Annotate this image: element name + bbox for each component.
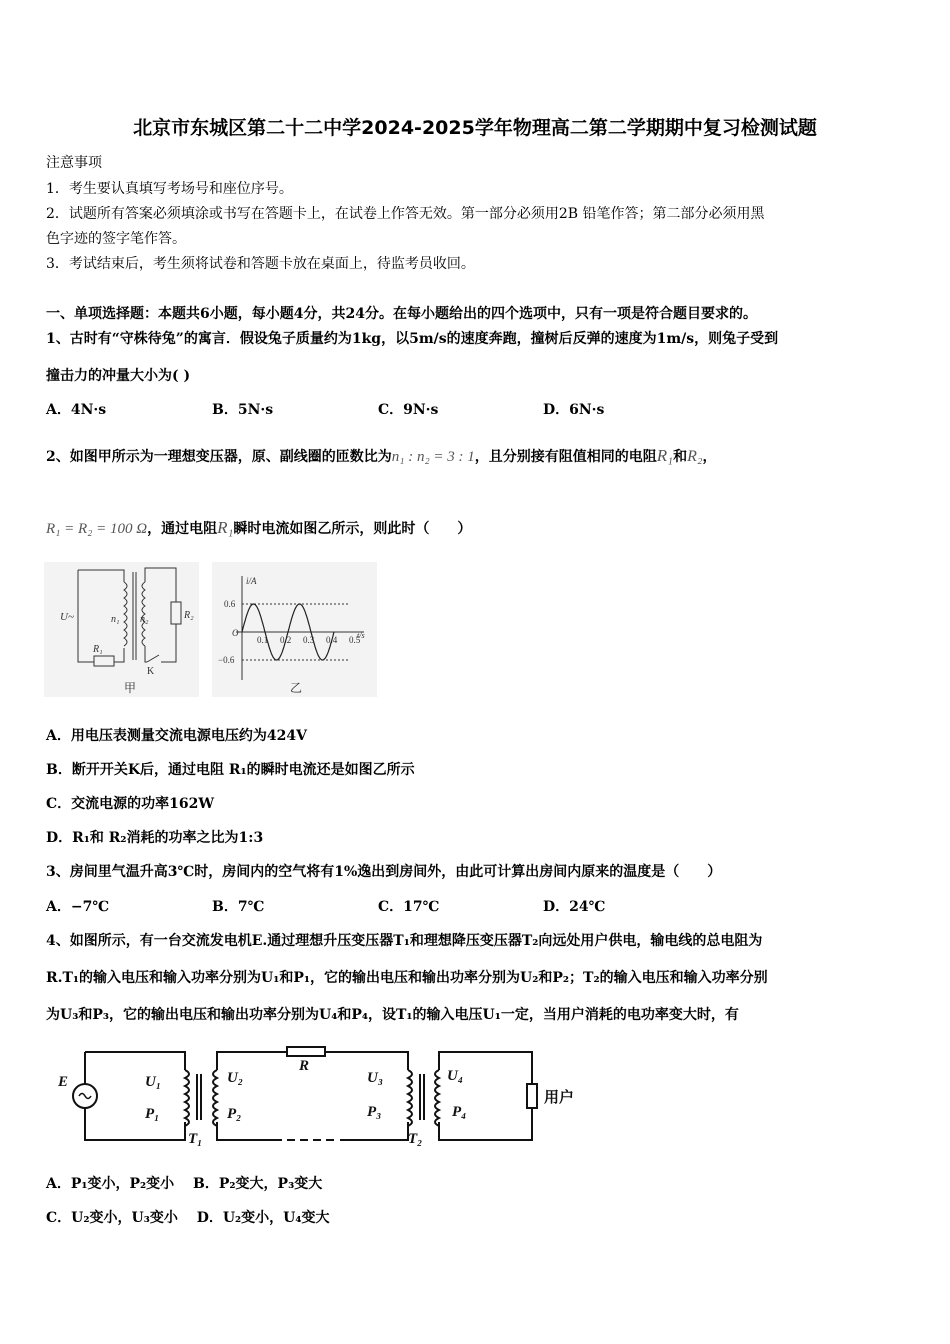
q4-fig-p3: P₃ [367,1104,382,1120]
figure-jia-circuit [44,562,199,697]
q1-option-c: C．9N·s [378,402,439,418]
q4-fig-t1: T₁ [188,1131,203,1147]
q2-stem-line2 [46,518,471,538]
yi-xtick-5: 0.5 [349,635,361,645]
yi-xtick-2: 0.2 [280,635,292,645]
q4-fig-e: E [58,1074,69,1090]
q2-stem-line1 [46,446,716,466]
yi-ylabel: i/A [246,576,257,586]
q4-options-cd: C．U₂变小，U₃变小 D．U₂变小，U₄变大 [46,1210,330,1226]
q4-fig-p1: P₁ [145,1106,160,1122]
notice-heading: 注意事项 [46,155,102,171]
figure-yi-caption: 乙 [290,681,303,695]
yi-ytick-neg: −0.6 [218,655,235,665]
q4-options-ab: A．P₁变小，P₂变小 B．P₂变大，P₃变大 [46,1176,323,1192]
q2-r1: R₁ [656,446,674,465]
q3-option-a: A．−7℃ [46,899,110,915]
notice-item-2a: 2．试题所有答案必须填涂或书写在答题卡上，在试卷上作答无效。第一部分必须用2B 铅笔作答；第二部分必须用黑 [46,206,765,222]
q2-stem-mid: ，且分别接有阻值相同的电阻 [474,449,657,465]
yi-origin: O [232,628,239,638]
q4-fig-p4: P₄ [452,1104,467,1120]
q4-fig-user: 用户 [544,1090,575,1106]
yi-xtick-3: 0.3 [303,635,315,645]
q4-fig-u1: U₁ [145,1074,162,1090]
q3-option-b: B．7℃ [212,899,265,915]
figure-jia-n2: n₂ [140,614,149,625]
figure-yi-chart [212,562,377,697]
q3-option-c: C．17℃ [378,899,440,915]
q4-fig-p2: P₂ [227,1106,242,1122]
q1-stem-line1: 1、古时有“守株待兔”的寓言．假设兔子质量约为1kg，以5m/s的速度奔跑，撞树后反弹的速度为1m/s，则兔子受到 [46,331,779,347]
q1-option-d: D．6N·s [543,402,605,418]
q2-and: 和 [673,449,688,465]
page-title: 北京市东城区第二十二中学2024-2025学年物理高二第二学期期中复习检测试题 [133,117,817,139]
figure-jia-k: K [147,666,155,677]
q2-stem-line2a: ，通过电阻 [147,521,218,537]
q2-stem-pre: 2、如图甲所示为一理想变压器，原、副线圈的匝数比为 [46,449,392,465]
section-heading: 一、单项选择题：本题共6小题，每小题4分，共24分。在每小题给出的四个选项中，只有一项是符合题目要求的。 [46,306,757,322]
q3-option-d: D．24℃ [543,899,606,915]
q2-option-c: C．交流电源的功率162W [46,796,215,812]
q2-option-d: D．R₁和 R₂消耗的功率之比为1:3 [46,830,264,846]
q1-option-b: B．5N·s [212,402,274,418]
q2-comma: ， [702,449,717,465]
q4-stem-line3: 为U₃和P₃，它的输出电压和输出功率分别为U₄和P₄，设T₁的输入电压U₁一定，当用户消耗的电功率变大时，有 [46,1007,739,1023]
figure-power-transmission [50,1044,610,1148]
figure-jia-r2: R₂ [184,610,194,621]
q2-option-a: A．用电压表测量交流电源电压约为424V [46,728,307,744]
notice-item-1: 1．考生要认真填写考场号和座位序号。 [46,181,293,197]
q4-stem-line2: R.T₁的输入电压和输入功率分别为U₁和P₁，它的输出电压和输出功率分别为U₂和P₂；T₂的输入电压和输入功率分别 [46,970,768,986]
q2-option-b: B．断开开关K后，通过电阻 R₁的瞬时电流还是如图乙所示 [46,762,415,778]
figure-jia-caption: 甲 [124,681,137,695]
q1-stem-line2: 撞击力的冲量大小为( ) [46,368,191,384]
q4-fig-u2: U₂ [227,1070,244,1086]
q2-ratio: n₁ : n₂ = 3 : 1 [391,449,475,465]
q4-stem-line1: 4、如图所示，有一台交流发电机E.通过理想升压变压器T₁和理想降压变压器T₂向远处用户供电，输电线的总电阻为 [46,933,763,949]
yi-ytick-pos: 0.6 [224,599,236,609]
figure-jia-n1: n₁ [111,614,120,625]
q4-fig-t2: T₂ [408,1131,423,1147]
yi-xlabel: t/s [357,631,365,640]
q4-fig-u4: U₄ [447,1068,464,1084]
yi-xtick-1: 0.1 [257,635,269,645]
q2-equation: R₁ = R₂ = 100 Ω [46,521,148,537]
yi-xtick-4: 0.4 [326,635,338,645]
q3-stem: 3、房间里气温升高3℃时，房间内的空气将有1%逸出到房间外，由此可计算出房间内原来的温度是（ ） [46,864,722,880]
figure-jia-r1: R₁ [93,644,103,655]
q4-fig-r: R [299,1058,310,1074]
figure-jia-u-label: U~ [60,611,74,623]
notice-item-2b: 色字迹的签字笔作答。 [46,231,186,247]
q4-fig-u3: U₃ [367,1070,384,1086]
notice-item-3: 3．考试结束后，考生须将试卷和答题卡放在桌面上，待监考员收回。 [46,256,475,272]
q2-stem-line2b: 瞬时电流如图乙所示，则此时（ ） [233,521,472,537]
q2-r1-inline: R₁ [217,518,234,537]
q1-option-a: A．4N·s [46,402,107,418]
q2-r2: R₂ [687,448,703,465]
